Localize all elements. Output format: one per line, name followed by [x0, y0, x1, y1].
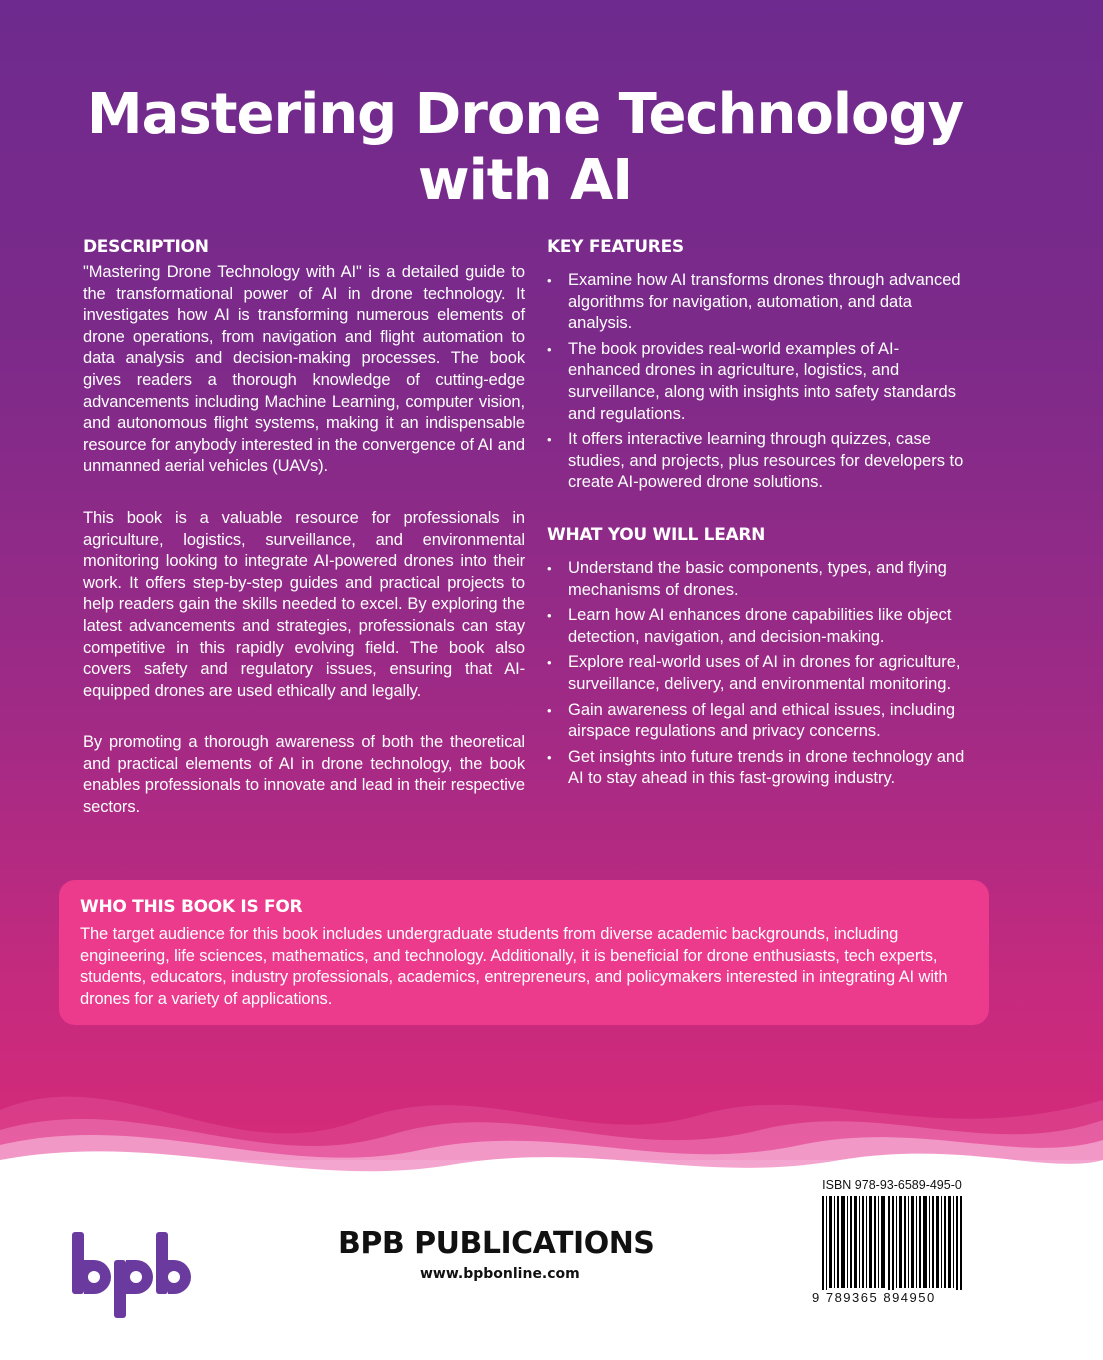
key-features-heading: KEY FEATURES	[547, 237, 684, 257]
publisher-website: www.bpbonline.com	[420, 1266, 580, 1282]
list-item: • Get insights into future trends in drone technology and AI to stay ahead in this fast-growing industry.	[547, 747, 967, 790]
who-this-book-is-for-box	[59, 880, 989, 1025]
key-features-list	[547, 270, 967, 494]
list-item: • Learn how AI enhances drone capabilities like object detection, navigation, and decision-making.	[547, 605, 967, 648]
description-paragraph: This book is a valuable resource for professionals in agriculture, logistics, surveillance, and environmental monitoring looking to integrate AI-powered drones into their work. It offers step-by-step guides and practical projects to help readers gain the skills needed to excel. By exploring the latest advancements and strategies, professionals can stay competitive in this rapidly evolving field. The book also covers safety and regulatory issues, ensuring that AI-equipped drones are used ethically and legally.	[83, 508, 525, 700]
list-item: • It offers interactive learning through quizzes, case studies, and projects, plus resources for developers to create AI-powered drone solutions.	[547, 429, 967, 494]
what-you-will-learn-heading: WHAT YOU WILL LEARN	[547, 524, 766, 545]
list-item: • Explore real-world uses of AI in drones for agriculture, surveillance, delivery, and environmental monitoring.	[547, 652, 967, 695]
who-this-book-is-for-text: The target audience for this book includes undergraduate students from diverse academic backgrounds, including engineering, life sciences, mathematics, and technology. Additionally, it is beneficial for drone enthusiasts, tech experts, students, educators, industry professionals, academics, entrepreneurs, and policymakers interested in integrating AI with drones for a variety of applications.	[80, 925, 948, 1008]
bpb-logo	[70, 1230, 192, 1320]
description-section	[83, 236, 525, 819]
description-paragraph: "Mastering Drone Technology with AI" is a detailed guide to the transformational power of AI in drone technology. It investigates how AI is transforming numerous elements of drone operations, from navigation and flight automation to data analysis and decision-making processes. The book gives readers a thorough knowledge of cutting-edge advancements including Machine Learning, computer vision, and autonomous flight systems, making it an indispensable resource for anybody interested in the convergence of AI and unmanned aerial vehicles (UAVs).	[83, 263, 525, 476]
list-item: • The book provides real-world examples of AI-enhanced drones in agriculture, logistics, and surveillance, along with insights into safety standards and regulations.	[547, 339, 967, 425]
isbn-barcode	[812, 1178, 972, 1310]
description-paragraph: By promoting a thorough awareness of both the theoretical and practical elements of AI in drone technology, the book enables professionals to innovate and lead in their respective sectors.	[83, 733, 525, 817]
book-title-line2: with AI	[417, 148, 633, 213]
publisher-name: BPB PUBLICATIONS	[338, 1226, 655, 1261]
wave-decoration	[0, 1000, 1103, 1200]
list-item: • Understand the basic components, types, and flying mechanisms of drones.	[547, 558, 967, 601]
list-item: • Examine how AI transforms drones through advanced algorithms for navigation, automation, and data analysis.	[547, 270, 967, 335]
isbn-label: ISBN 978-93-6589-495-0	[822, 1178, 962, 1192]
book-title	[0, 82, 1050, 214]
features-column	[547, 236, 967, 794]
book-title-line1: Mastering Drone Technology	[86, 82, 964, 147]
barcode-bars	[814, 1196, 970, 1296]
what-you-will-learn-list	[547, 558, 967, 790]
who-this-book-is-for-heading: WHO THIS BOOK IS FOR	[80, 897, 303, 917]
barcode-digits: 9 789365 894950	[812, 1290, 972, 1305]
description-heading: DESCRIPTION	[83, 237, 209, 257]
list-item: • Gain awareness of legal and ethical issues, including airspace regulations and privacy concerns.	[547, 700, 967, 743]
